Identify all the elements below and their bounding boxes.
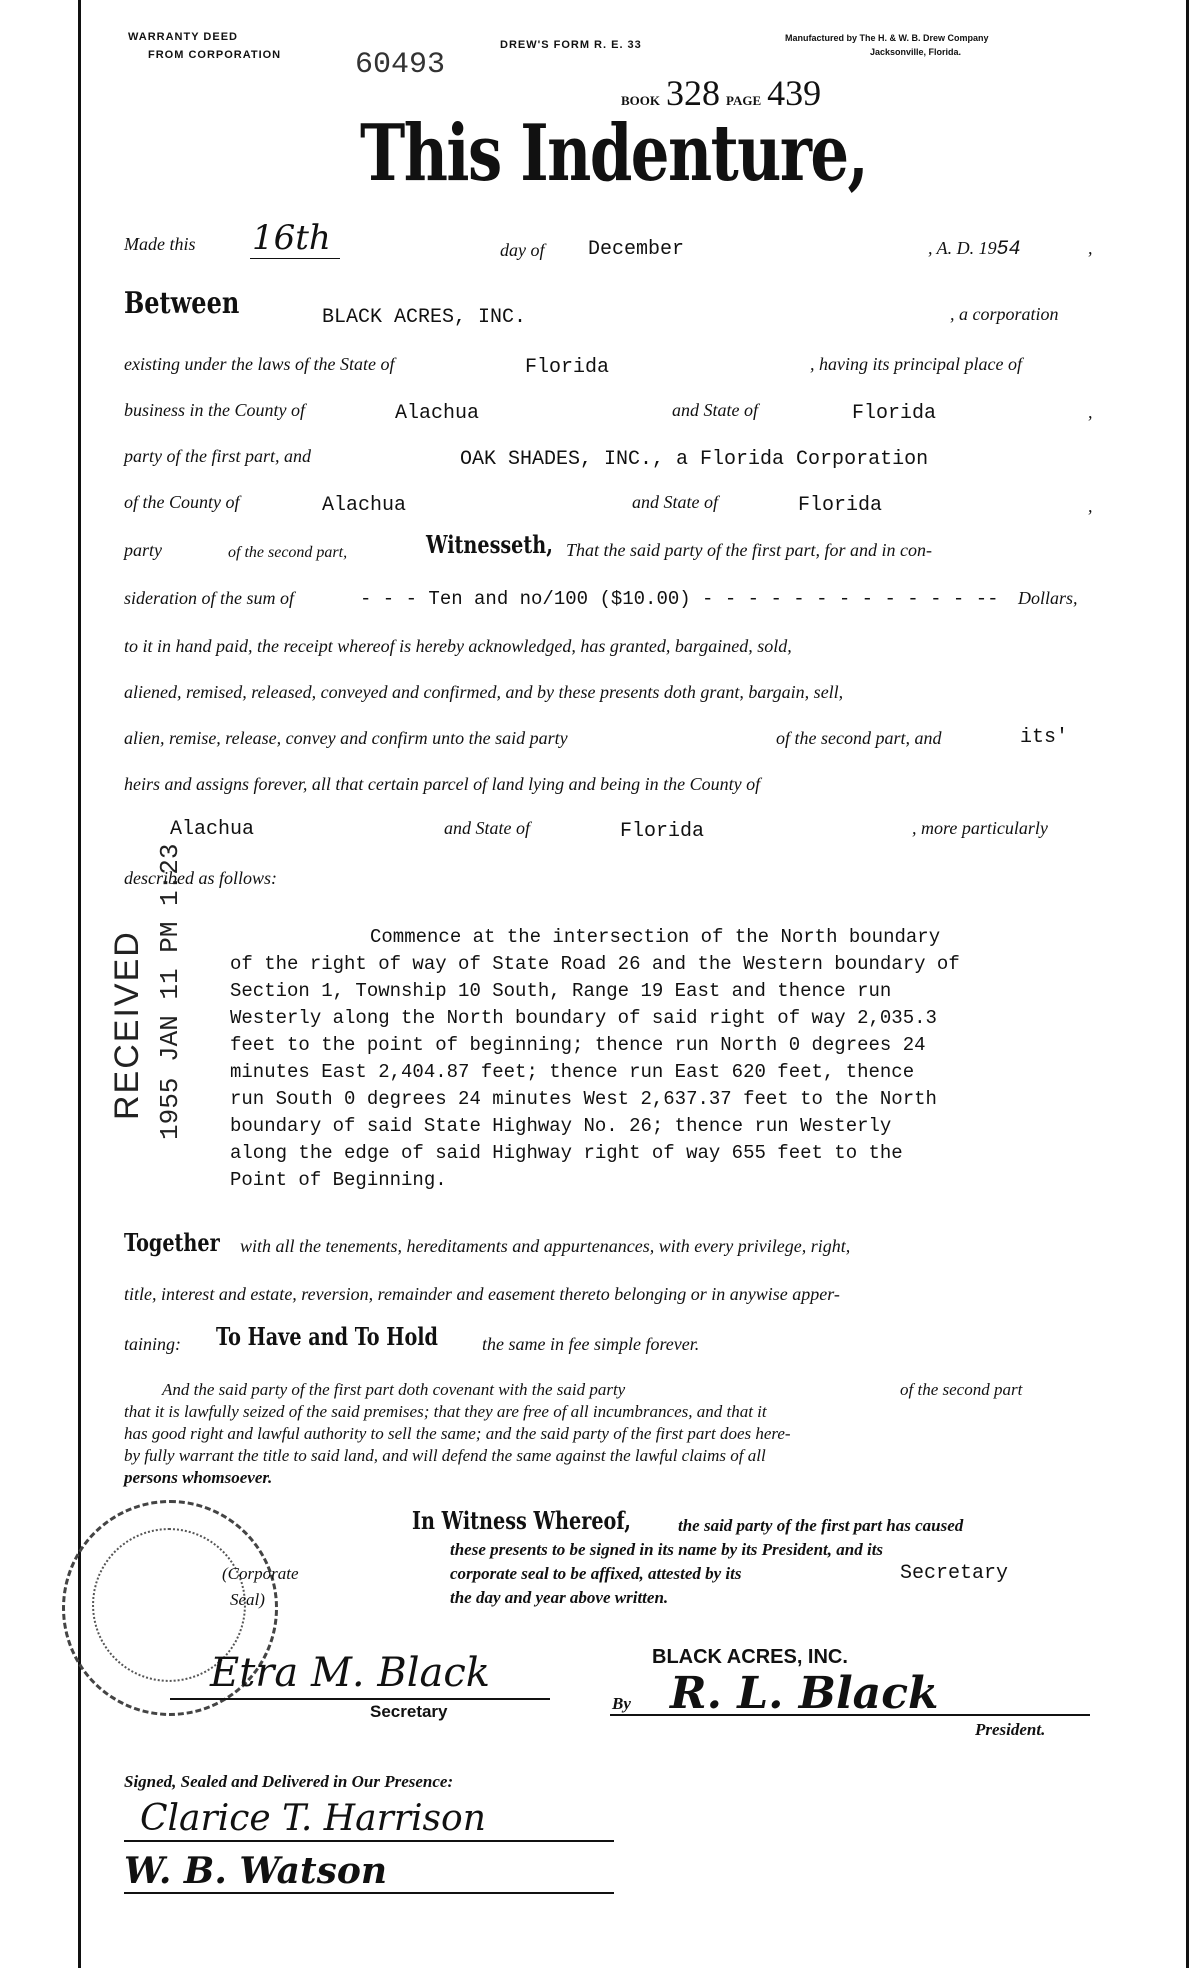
testimonium-text3: corporate seal to be affixed, attested by its	[450, 1564, 742, 1583]
dollars-label: Dollars,	[1018, 588, 1078, 608]
together-label: Together	[124, 1228, 220, 1257]
existing-under-label: existing under the laws of the State of	[124, 354, 395, 374]
covenant-line4: by fully warrant the title to said land, and will defend the same against the lawful claims of all	[124, 1446, 766, 1465]
page-label: PAGE	[726, 93, 762, 108]
testimonium-text1: the said party of the first part has caused	[678, 1516, 964, 1535]
and-state-of-label: and State of	[672, 400, 758, 420]
parcel-and-state-label: and State of	[444, 818, 530, 838]
together-text3-end: the same in fee simple forever.	[482, 1334, 700, 1354]
witness-2-line	[124, 1892, 614, 1894]
business-county-label: business in the County of	[124, 400, 305, 420]
comma-1: ,	[1088, 402, 1093, 422]
testimonium-text4: the day and year above written.	[450, 1588, 669, 1607]
parcel-county: Alachua	[170, 818, 255, 841]
secretary-signature: Etra M. Black	[210, 1650, 491, 1696]
seal-label-1: (Corporate	[222, 1564, 299, 1583]
year-value: 54	[996, 238, 1021, 261]
legal-line-7: run South 0 degrees 24 minutes West 2,637.37 feet to the North	[230, 1088, 937, 1110]
attest-title: Secretary	[900, 1562, 1009, 1585]
left-border	[78, 0, 81, 1968]
day-of-label: day of	[500, 240, 545, 260]
legal-line-4: Westerly along the North boundary of said right of way 2,035.3	[230, 1007, 937, 1029]
president-signature: R. L. Black	[670, 1668, 939, 1719]
covenant-line3: has good right and lawful authority to sell the same; and the said party of the first part does here-	[124, 1424, 791, 1443]
covenant-line1-end: of the second part	[900, 1380, 1023, 1399]
witness-1-signature: Clarice T. Harrison	[140, 1798, 486, 1839]
witnesseth-text4: aliened, remised, released, conveyed and confirmed, and by these presents doth grant, bargain, sell,	[124, 682, 844, 702]
president-title: President.	[975, 1720, 1046, 1739]
principal-place-label: , having its principal place of	[810, 354, 1022, 374]
together-text3-start: taining:	[124, 1334, 181, 1354]
second-part-label: of the second part,	[228, 544, 348, 561]
its-value: its'	[1020, 726, 1069, 749]
legal-line-8: boundary of said State Highway No. 26; thence run Westerly	[230, 1115, 892, 1137]
made-this-label: Made this	[124, 234, 196, 254]
book-label: BOOK	[621, 93, 661, 108]
month-value: December	[588, 238, 685, 261]
grantor-county: Alachua	[395, 402, 480, 425]
form-name: DREW'S FORM R. E. 33	[500, 39, 642, 51]
covenant-line1: And the said party of the first part doth covenant with the said party	[162, 1380, 626, 1399]
testimonium-text2: these presents to be signed in its name by its President, and its	[450, 1540, 884, 1559]
witnesseth-label: Witnesseth,	[426, 530, 553, 559]
grantee-state: Florida	[798, 494, 883, 517]
more-particularly-label: , more particularly	[912, 818, 1048, 838]
covenant-line2: that it is lawfully seized of the said premises; that they are free of all incumbrances, and that it	[124, 1402, 767, 1421]
witness-2-signature: W. B. Watson	[124, 1850, 388, 1892]
legal-line-10: Point of Beginning.	[230, 1169, 447, 1191]
legal-line-5: feet to the point of beginning; thence run North 0 degrees 24	[230, 1034, 926, 1056]
witness-1-line	[124, 1840, 614, 1842]
legal-line-6: minutes East 2,404.87 feet; thence run East 620 feet, thence	[230, 1061, 915, 1083]
secretary-signature-line	[170, 1698, 550, 1700]
grantor-state: Florida	[525, 356, 610, 379]
party-label: party	[124, 540, 162, 560]
a-corporation-label: , a corporation	[950, 304, 1059, 324]
witnesseth-text1: That the said party of the first part, for and in con-	[566, 540, 933, 560]
second-part-and-label: of the second part, and	[776, 728, 942, 748]
consideration-value: - - - Ten and no/100 ($10.00) - - - - - - - - - - - - --	[360, 588, 999, 610]
grantee-name: OAK SHADES, INC., a Florida Corporation	[460, 448, 929, 471]
together-text2: title, interest and estate, reversion, remainder and easement thereto belonging or in anywise apper-	[124, 1284, 840, 1304]
day-underline	[250, 258, 340, 259]
secretary-title: Secretary	[370, 1702, 448, 1721]
comma-2: ,	[1088, 496, 1093, 516]
manufacturer-line1: Manufactured by The H. & W. B. Drew Company	[785, 33, 989, 43]
grantee-county: Alachua	[322, 494, 407, 517]
legal-line-2: of the right of way of State Road 26 and the Western boundary of	[230, 953, 960, 975]
and-state-of-label-2: and State of	[632, 492, 718, 512]
legal-line-3: Section 1, Township 10 South, Range 19 East and thence run	[230, 980, 892, 1002]
company-name: BLACK ACRES, INC.	[652, 1646, 848, 1668]
witnesseth-text5: alien, remise, release, convey and confirm unto the said party	[124, 728, 568, 748]
witnesseth-text2: sideration of the sum of	[124, 588, 294, 608]
legal-line-1: Commence at the intersection of the North boundary	[370, 926, 941, 948]
manufacturer-line2: Jacksonville, Florida.	[870, 47, 962, 57]
received-stamp: RECEIVED	[108, 930, 146, 1120]
page-number: 439	[767, 73, 822, 113]
seal-label-2: Seal)	[230, 1590, 265, 1609]
date-comma: ,	[1088, 238, 1093, 258]
described-label: described as follows:	[124, 868, 277, 888]
covenant-line5: persons whomsoever.	[124, 1468, 273, 1487]
first-part-label: party of the first part, and	[124, 446, 312, 466]
presence-label: Signed, Sealed and Delivered in Our Presence:	[124, 1772, 454, 1791]
day-value: 16th	[252, 218, 331, 258]
book-number: 328	[666, 73, 721, 113]
ad-label: , A. D. 1954	[928, 238, 1021, 261]
by-label: By	[612, 1694, 631, 1713]
between-label: Between	[124, 286, 240, 321]
instrument-number: 60493	[355, 48, 446, 82]
together-text1: with all the tenements, hereditaments and appurtenances, with every privilege, right,	[240, 1236, 851, 1256]
received-date: 1955 JAN 11 PM 1:23	[155, 843, 185, 1140]
parcel-state: Florida	[620, 820, 705, 843]
testimonium-label: In Witness Whereof,	[412, 1506, 631, 1535]
right-border	[1186, 0, 1189, 1968]
grantor-name: BLACK ACRES, INC.	[322, 306, 527, 329]
habendum-label: To Have and To Hold	[216, 1322, 438, 1351]
deed-type-line2: FROM CORPORATION	[148, 49, 282, 61]
grantor-state2: Florida	[852, 402, 937, 425]
legal-line-9: along the edge of said Highway right of way 655 feet to the	[230, 1142, 903, 1164]
witnesseth-text6: heirs and assigns forever, all that certain parcel of land lying and being in the County of	[124, 774, 761, 794]
page-title: This Indenture,	[360, 108, 868, 199]
of-county-label: of the County of	[124, 492, 240, 512]
witnesseth-text3: to it in hand paid, the receipt whereof is hereby acknowledged, has granted, bargained, sold,	[124, 636, 792, 656]
deed-type-line1: WARRANTY DEED	[128, 31, 238, 43]
